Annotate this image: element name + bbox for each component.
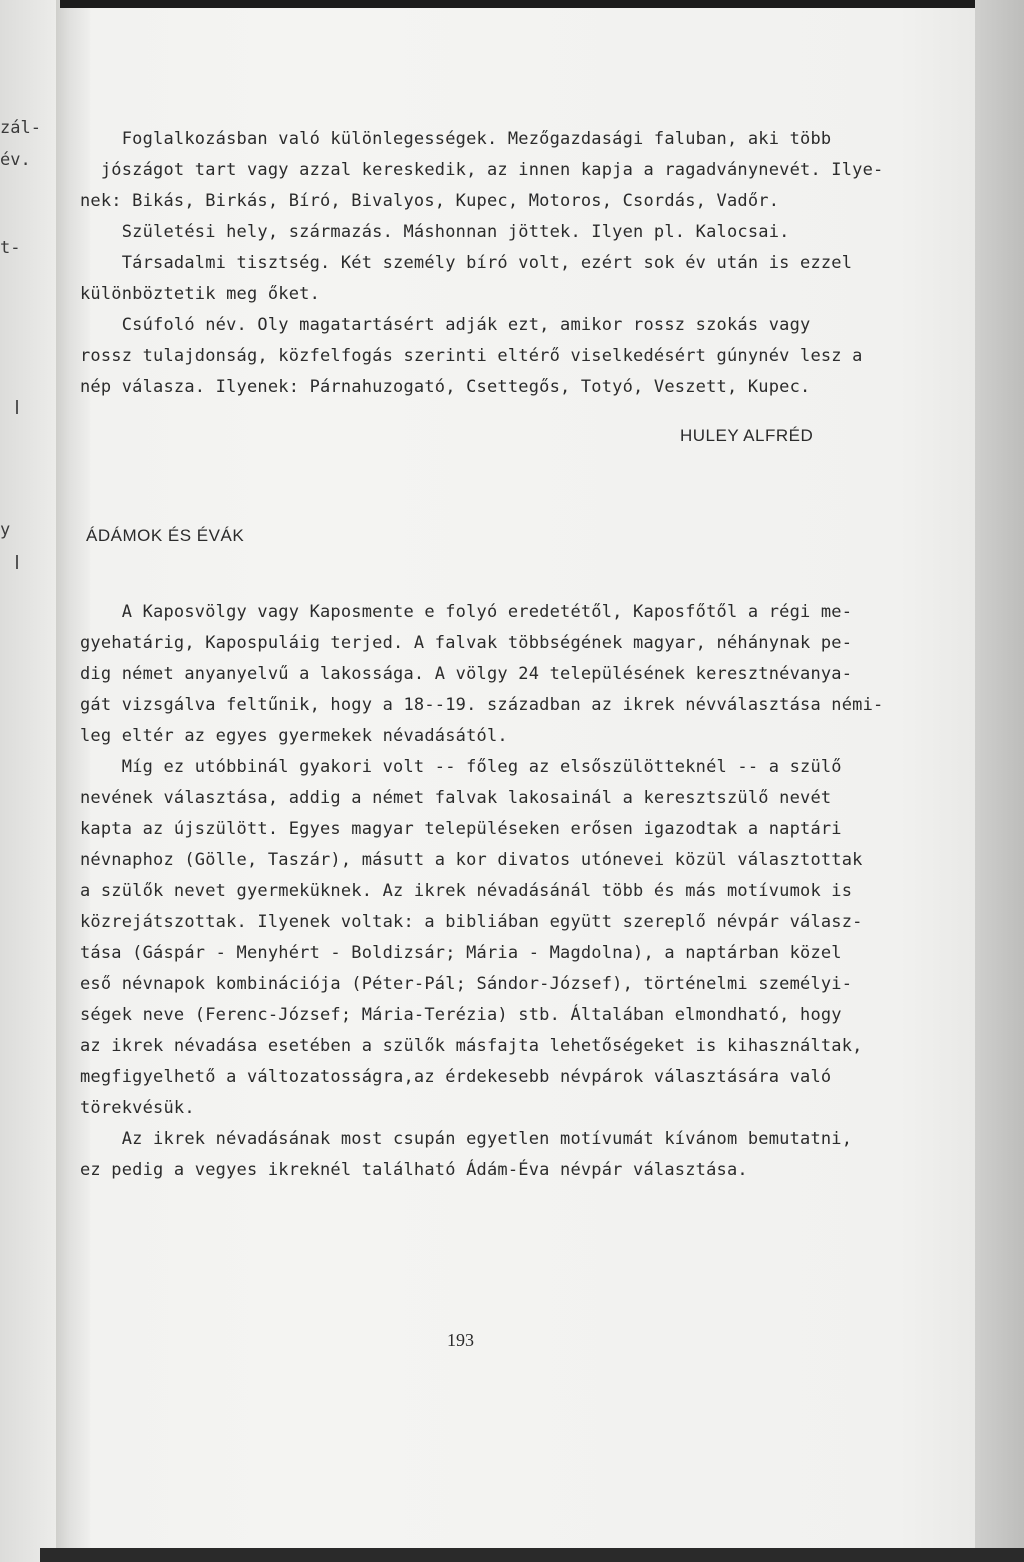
margin-fragment: év. [0, 150, 31, 170]
section-2-text [80, 597, 980, 1186]
margin-fragment: t- [0, 238, 21, 258]
text-line: Csúfoló név. Oly magatartásért adják ezt, amikor rossz szokás vagy [80, 315, 811, 335]
text-line: nép válasza. Ilyenek: Párnahuzogató, Csettegős, Totyó, Veszett, Kupec. [80, 377, 811, 397]
margin-fragment: y [0, 520, 11, 540]
text-line: gát vizsgálva feltűnik, hogy a 18--19. században az ikrek névválasztása némi- [80, 695, 884, 715]
margin-mark [16, 400, 18, 414]
text-line: közrejátszottak. Ilyenek voltak: a bibliában együtt szereplő névpár válasz- [80, 912, 863, 932]
text-line: Társadalmi tisztség. Két személy bíró volt, ezért sok év után is ezzel [80, 253, 853, 273]
text-line: megfigyelhető a változatosságra,az érdekesebb névpárok választására való [80, 1067, 832, 1087]
text-line: Míg ez utóbbinál gyakori volt -- főleg az elsőszülötteknél -- a szülő [80, 757, 842, 777]
bottom-edge-shadow [40, 1548, 1024, 1562]
text-line: Születési hely, származás. Máshonnan jöttek. Ilyen pl. Kalocsai. [80, 222, 790, 242]
text-line: Az ikrek névadásának most csupán egyetlen motívumát kívánom bemutatni, [80, 1129, 853, 1149]
text-line: nek: Bikás, Birkás, Bíró, Bivalyos, Kupec, Motoros, Csordás, Vadőr. [80, 191, 780, 211]
text-line: törekvésük. [80, 1098, 195, 1118]
text-line: gyehatárig, Kapospuláig terjed. A falvak többségének magyar, néhánynak pe- [80, 633, 853, 653]
text-line: névnaphoz (Gölle, Taszár), másutt a kor divatos utónevei közül választottak [80, 850, 863, 870]
text-line: A Kaposvölgy vagy Kaposmente e folyó eredetétől, Kaposfőtől a régi me- [80, 602, 853, 622]
text-line: az ikrek névadása esetében a szülők másfajta lehetőségeket is kihasználtak, [80, 1036, 863, 1056]
text-line: jószágot tart vagy azzal kereskedik, az innen kapja a ragadványnevét. Ilye- [80, 160, 884, 180]
section-heading: ÁDÁMOK ÉS ÉVÁK [86, 526, 245, 545]
margin-fragment: zál- [0, 118, 41, 138]
text-line: különböztetik meg őket. [80, 284, 321, 304]
text-line: tása (Gáspár - Menyhért - Boldizsár; Mária - Magdolna), a naptárban közel [80, 943, 842, 963]
text-line: ez pedig a vegyes ikreknél található Ádám-Éva névpár választása. [80, 1160, 748, 1180]
text-line: rossz tulajdonság, közfelfogás szerinti eltérő viselkedésért gúnynév lesz a [80, 346, 863, 366]
text-line: a szülők nevet gyermeküknek. Az ikrek névadásánál több és más motívumok is [80, 881, 853, 901]
text-line: dig német anyanyelvű a lakossága. A völgy 24 településének keresztnévanya- [80, 664, 853, 684]
text-line: eső névnapok kombinációja (Péter-Pál; Sándor-József), történelmi személyi- [80, 974, 853, 994]
top-edge-shadow [60, 0, 1024, 8]
text-line: Foglalkozásban való különlegességek. Mezőgazdasági faluban, aki több [80, 129, 832, 149]
right-edge-shadow [975, 0, 1024, 1562]
author-signature: HULEY ALFRÉD [680, 426, 814, 445]
text-line: kapta az újszülött. Egyes magyar településeken erősen igazodtak a naptári [80, 819, 842, 839]
section-1-text [80, 124, 960, 403]
margin-mark [16, 555, 18, 569]
text-line: leg eltér az egyes gyermekek névadásától. [80, 726, 508, 746]
page-number: 193 [447, 1330, 474, 1350]
text-line: nevének választása, addig a német falvak lakosainál a keresztszülő nevét [80, 788, 832, 808]
text-line: ségek neve (Ferenc-József; Mária-Terézia) stb. Általában elmondható, hogy [80, 1005, 842, 1025]
